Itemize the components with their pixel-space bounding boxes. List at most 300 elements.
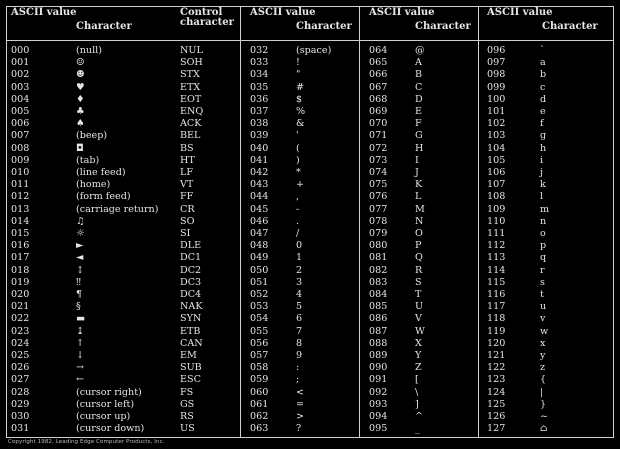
ascii-value: 101	[487, 106, 506, 117]
ascii-value: 076	[369, 191, 388, 203]
ascii-value: 049	[250, 252, 269, 264]
header-ascii-value: ASCII value	[11, 7, 77, 18]
ascii-value: 053	[250, 301, 269, 313]
character: w	[540, 325, 549, 337]
ascii-value: 099	[487, 81, 506, 93]
ascii-value: 043	[250, 179, 269, 191]
character: ‼	[76, 276, 82, 288]
character: (cursor down)	[76, 423, 145, 435]
character: W	[415, 325, 425, 337]
character: 1	[296, 252, 303, 264]
ascii-value: 121	[487, 350, 506, 361]
character: F	[415, 118, 422, 130]
ascii-value: 072	[369, 142, 388, 154]
character: ;	[296, 374, 300, 386]
character: ↑	[76, 337, 85, 349]
character: [	[415, 374, 419, 386]
character: +	[296, 179, 305, 191]
character: )	[296, 154, 300, 166]
ascii-value: 078	[369, 215, 388, 227]
control-character: GS	[180, 398, 195, 410]
control-character: NAK	[180, 301, 203, 313]
character: ◘	[76, 142, 84, 154]
control-character: NUL	[180, 45, 203, 56]
character: 5	[296, 301, 303, 313]
character: (cursor right)	[76, 386, 142, 398]
ascii-value: 038	[250, 118, 269, 130]
ascii-value: 047	[250, 228, 269, 239]
character: I	[415, 154, 419, 166]
character: (home)	[76, 179, 111, 191]
control-character: EM	[180, 350, 197, 361]
character: a	[540, 57, 546, 69]
control-character: DC4	[180, 289, 202, 300]
ascii-value: 107	[487, 179, 506, 191]
character: (	[296, 142, 300, 154]
character: b	[540, 69, 547, 81]
character: ^	[415, 411, 424, 422]
character: c	[540, 81, 546, 93]
ascii-value: 039	[250, 130, 269, 142]
control-character: SYN	[180, 313, 202, 325]
ascii-value: 015	[11, 228, 30, 239]
character: 2	[296, 264, 303, 276]
ascii-value: 092	[369, 386, 388, 398]
control-character: LF	[180, 167, 194, 178]
character: n	[540, 215, 547, 227]
character: M	[415, 203, 425, 215]
ascii-value: 001	[11, 57, 30, 69]
control-character: SUB	[180, 362, 202, 374]
ascii-value: 006	[11, 118, 30, 130]
character: (cursor up)	[76, 411, 131, 422]
character: >	[296, 411, 305, 422]
ascii-value: 079	[369, 228, 388, 239]
character: X	[415, 337, 422, 349]
ascii-value: 012	[11, 191, 30, 203]
ascii-value: 126	[487, 411, 506, 422]
character: ♠	[76, 118, 85, 130]
header-character: Character	[542, 21, 598, 32]
ascii-value: 056	[250, 337, 269, 349]
control-character: ENQ	[180, 106, 204, 117]
character: ♦	[76, 93, 85, 105]
ascii-value: 019	[11, 276, 30, 288]
character: V	[415, 313, 422, 325]
ascii-value: 095	[369, 423, 388, 435]
ascii-value: 073	[369, 154, 388, 166]
ascii-value: 028	[11, 386, 30, 398]
character: !	[296, 57, 300, 69]
character: §	[76, 301, 81, 313]
character: C	[415, 81, 423, 93]
ascii-value: 021	[11, 301, 30, 313]
ascii-value: 124	[487, 386, 506, 398]
control-character: SOH	[180, 57, 203, 69]
ascii-value: 089	[369, 350, 388, 361]
control-character: SO	[180, 215, 195, 227]
ascii-value: 119	[487, 325, 506, 337]
ascii-value: 100	[487, 93, 506, 105]
copyright-footer: Copyright 1982, Leading Edge Computer Products, Inc.	[8, 439, 165, 445]
control-character: EOT	[180, 93, 202, 105]
ascii-value: 011	[11, 179, 30, 191]
character: -	[296, 203, 300, 215]
character: →	[76, 362, 85, 374]
character: H	[415, 142, 424, 154]
character: ♫	[76, 215, 85, 227]
ascii-value: 022	[11, 313, 30, 325]
ascii-value: 002	[11, 69, 30, 81]
table-row	[0, 422, 620, 435]
character: j	[540, 167, 543, 178]
ascii-value: 010	[11, 167, 30, 178]
character: v	[540, 313, 546, 325]
ascii-value: 055	[250, 325, 269, 337]
ascii-value: 113	[487, 252, 506, 264]
ascii-value: 026	[11, 362, 30, 374]
character: T	[415, 289, 422, 300]
character: J	[415, 167, 419, 178]
character: U	[415, 301, 424, 313]
character: r	[540, 264, 545, 276]
control-character: VT	[180, 179, 194, 191]
control-character: STX	[180, 69, 200, 81]
header-ascii-value: ASCII value	[250, 7, 316, 18]
character: ?	[296, 423, 302, 435]
character: z	[540, 362, 546, 374]
ascii-value: 094	[369, 411, 388, 422]
ascii-value: 104	[487, 142, 506, 154]
ascii-value: 009	[11, 154, 30, 166]
ascii-value: 029	[11, 398, 30, 410]
ascii-value: 018	[11, 264, 30, 276]
character: s	[540, 276, 545, 288]
character: '	[296, 130, 299, 142]
character: 9	[296, 350, 303, 361]
ascii-value: 118	[487, 313, 506, 325]
ascii-value: 016	[11, 240, 30, 252]
ascii-value: 058	[250, 362, 269, 374]
ascii-value: 114	[487, 264, 506, 276]
character: Y	[415, 350, 422, 361]
ascii-value: 105	[487, 154, 506, 166]
control-character: BEL	[180, 130, 201, 142]
ascii-value: 097	[487, 57, 506, 69]
character: m	[540, 203, 550, 215]
character: S	[415, 276, 422, 288]
control-character: DC2	[180, 264, 202, 276]
character: q	[540, 252, 547, 264]
character: (cursor left)	[76, 398, 135, 410]
control-character: FS	[180, 386, 194, 398]
ascii-value: 044	[250, 191, 269, 203]
ascii-value: 030	[11, 411, 30, 422]
ascii-value: 068	[369, 93, 388, 105]
ascii-value: 103	[487, 130, 506, 142]
character: (null)	[76, 45, 102, 56]
ascii-value: 059	[250, 374, 269, 386]
ascii-value: 109	[487, 203, 506, 215]
character: *	[296, 167, 301, 178]
ascii-value: 052	[250, 289, 269, 300]
character: "	[296, 69, 301, 81]
ascii-value: 085	[369, 301, 388, 313]
ascii-value: 091	[369, 374, 388, 386]
control-character: ESC	[180, 374, 201, 386]
ascii-value: 033	[250, 57, 269, 69]
character: %	[296, 106, 306, 117]
character: :	[296, 362, 300, 374]
ascii-value: 122	[487, 362, 506, 374]
character: ,	[296, 191, 300, 203]
ascii-value: 115	[487, 276, 506, 288]
character: x	[540, 337, 546, 349]
ascii-value: 025	[11, 350, 30, 361]
character: h	[540, 142, 547, 154]
character: }	[540, 398, 547, 410]
ascii-value: 017	[11, 252, 30, 264]
control-character: FF	[180, 191, 194, 203]
ascii-value: 070	[369, 118, 388, 130]
ascii-value: 108	[487, 191, 506, 203]
ascii-value: 110	[487, 215, 506, 227]
ascii-value: 040	[250, 142, 269, 154]
ascii-value: 020	[11, 289, 30, 300]
ascii-value: 071	[369, 130, 388, 142]
character: Q	[415, 252, 423, 264]
ascii-value: 090	[369, 362, 388, 374]
character: K	[415, 179, 423, 191]
character: p	[540, 240, 547, 252]
character: _	[415, 423, 420, 435]
ascii-value: 005	[11, 106, 30, 117]
ascii-value: 062	[250, 411, 269, 422]
ascii-value: 065	[369, 57, 388, 69]
ascii-value: 027	[11, 374, 30, 386]
character: k	[540, 179, 546, 191]
header-character: Character	[415, 21, 471, 32]
character: R	[415, 264, 423, 276]
ascii-value: 111	[487, 228, 506, 239]
control-character: RS	[180, 411, 194, 422]
header-ascii-value: ASCII value	[487, 7, 553, 18]
ascii-value: 037	[250, 106, 269, 117]
ascii-value: 054	[250, 313, 269, 325]
character: A	[415, 57, 422, 69]
character: {	[540, 374, 547, 386]
ascii-value: 069	[369, 106, 388, 117]
character: ¶	[76, 289, 83, 300]
ascii-value: 080	[369, 240, 388, 252]
character: ♥	[76, 81, 85, 93]
character: =	[296, 398, 305, 410]
character: t	[540, 289, 544, 300]
character: O	[415, 228, 423, 239]
character: ←	[76, 374, 85, 386]
header-divider	[6, 40, 614, 41]
character: \	[415, 386, 419, 398]
ascii-value: 127	[487, 423, 506, 435]
character: &	[296, 118, 305, 130]
ascii-value: 096	[487, 45, 506, 56]
ascii-value: 013	[11, 203, 30, 215]
character: ☺	[76, 57, 85, 69]
ascii-value: 123	[487, 374, 506, 386]
ascii-value: 007	[11, 130, 30, 142]
ascii-value: 034	[250, 69, 269, 81]
character: ↨	[76, 325, 85, 337]
ascii-value: 063	[250, 423, 269, 435]
ascii-value: 064	[369, 45, 388, 56]
character: .	[296, 215, 300, 227]
character: P	[415, 240, 422, 252]
ascii-value: 077	[369, 203, 388, 215]
ascii-value: 066	[369, 69, 388, 81]
ascii-value: 050	[250, 264, 269, 276]
ascii-value: 035	[250, 81, 269, 93]
character: u	[540, 301, 547, 313]
control-character: DLE	[180, 240, 202, 252]
character: 8	[296, 337, 303, 349]
ascii-value: 046	[250, 215, 269, 227]
character: #	[296, 81, 305, 93]
ascii-value: 083	[369, 276, 388, 288]
character: ☼	[76, 228, 85, 239]
character: D	[415, 93, 423, 105]
character: /	[296, 228, 300, 239]
character: Z	[415, 362, 422, 374]
ascii-value: 036	[250, 93, 269, 105]
character: 0	[296, 240, 303, 252]
character: ▬	[76, 313, 86, 325]
character: @	[415, 45, 425, 56]
character: L	[415, 191, 422, 203]
control-character: US	[180, 423, 195, 435]
ascii-value: 084	[369, 289, 388, 300]
control-character: BS	[180, 142, 194, 154]
character: ↕	[76, 264, 85, 276]
ascii-value: 023	[11, 325, 30, 337]
ascii-value: 004	[11, 93, 30, 105]
ascii-value: 045	[250, 203, 269, 215]
ascii-value: 088	[369, 337, 388, 349]
character: ⌂	[540, 423, 548, 435]
control-character: CAN	[180, 337, 203, 349]
control-character: ACK	[180, 118, 202, 130]
character: |	[540, 386, 544, 398]
ascii-value: 031	[11, 423, 30, 435]
control-character: CR	[180, 203, 195, 215]
character: <	[296, 386, 305, 398]
ascii-value: 075	[369, 179, 388, 191]
control-character: DC1	[180, 252, 202, 264]
ascii-value: 024	[11, 337, 30, 349]
character: ♣	[76, 106, 85, 117]
character: ]	[415, 398, 419, 410]
character: ►	[76, 240, 84, 252]
ascii-value: 003	[11, 81, 30, 93]
character: i	[540, 154, 544, 166]
character: o	[540, 228, 546, 239]
character: E	[415, 106, 423, 117]
ascii-value: 112	[487, 240, 506, 252]
ascii-value: 060	[250, 386, 269, 398]
control-character: SI	[180, 228, 191, 239]
character: (tab)	[76, 154, 100, 166]
character: (beep)	[76, 130, 108, 142]
ascii-value: 067	[369, 81, 388, 93]
ascii-value: 048	[250, 240, 269, 252]
character: B	[415, 69, 423, 81]
ascii-value: 102	[487, 118, 506, 130]
character: 4	[296, 289, 303, 300]
character: l	[540, 191, 544, 203]
ascii-value: 057	[250, 350, 269, 361]
ascii-value: 061	[250, 398, 269, 410]
ascii-value: 093	[369, 398, 388, 410]
character: (form feed)	[76, 191, 131, 203]
ascii-value: 106	[487, 167, 506, 178]
ascii-value: 051	[250, 276, 269, 288]
character: g	[540, 130, 547, 142]
ascii-value: 086	[369, 313, 388, 325]
character: d	[540, 93, 547, 105]
ascii-value: 125	[487, 398, 506, 410]
ascii-value: 032	[250, 45, 269, 56]
character: 6	[296, 313, 303, 325]
control-character: HT	[180, 154, 195, 166]
control-character: DC3	[180, 276, 202, 288]
control-character: ETX	[180, 81, 201, 93]
character: N	[415, 215, 424, 227]
header-ascii-value: ASCII value	[369, 7, 435, 18]
header-character: Character	[296, 21, 352, 32]
character: e	[540, 106, 546, 117]
ascii-value: 008	[11, 142, 30, 154]
character: ☻	[76, 69, 85, 81]
ascii-value: 014	[11, 215, 30, 227]
character: $	[296, 93, 303, 105]
character: ~	[540, 411, 549, 422]
character: ◄	[76, 252, 84, 264]
ascii-value: 120	[487, 337, 506, 349]
character: ↓	[76, 350, 85, 361]
ascii-value: 074	[369, 167, 388, 178]
character: (carriage return)	[76, 203, 159, 215]
control-character: ETB	[180, 325, 201, 337]
ascii-value: 087	[369, 325, 388, 337]
ascii-value: 041	[250, 154, 269, 166]
header-control-character: Control character	[180, 7, 234, 28]
ascii-value: 000	[11, 45, 30, 56]
ascii-value: 081	[369, 252, 388, 264]
character: G	[415, 130, 423, 142]
character: 3	[296, 276, 303, 288]
ascii-value: 098	[487, 69, 506, 81]
ascii-value: 116	[487, 289, 506, 300]
ascii-value: 082	[369, 264, 388, 276]
character: f	[540, 118, 544, 130]
ascii-value: 117	[487, 301, 506, 313]
character: (space)	[296, 45, 332, 56]
character: 7	[296, 325, 303, 337]
character: y	[540, 350, 546, 361]
ascii-value: 042	[250, 167, 269, 178]
header-character: Character	[76, 21, 132, 32]
character: (line feed)	[76, 167, 126, 178]
character: `	[540, 45, 545, 56]
